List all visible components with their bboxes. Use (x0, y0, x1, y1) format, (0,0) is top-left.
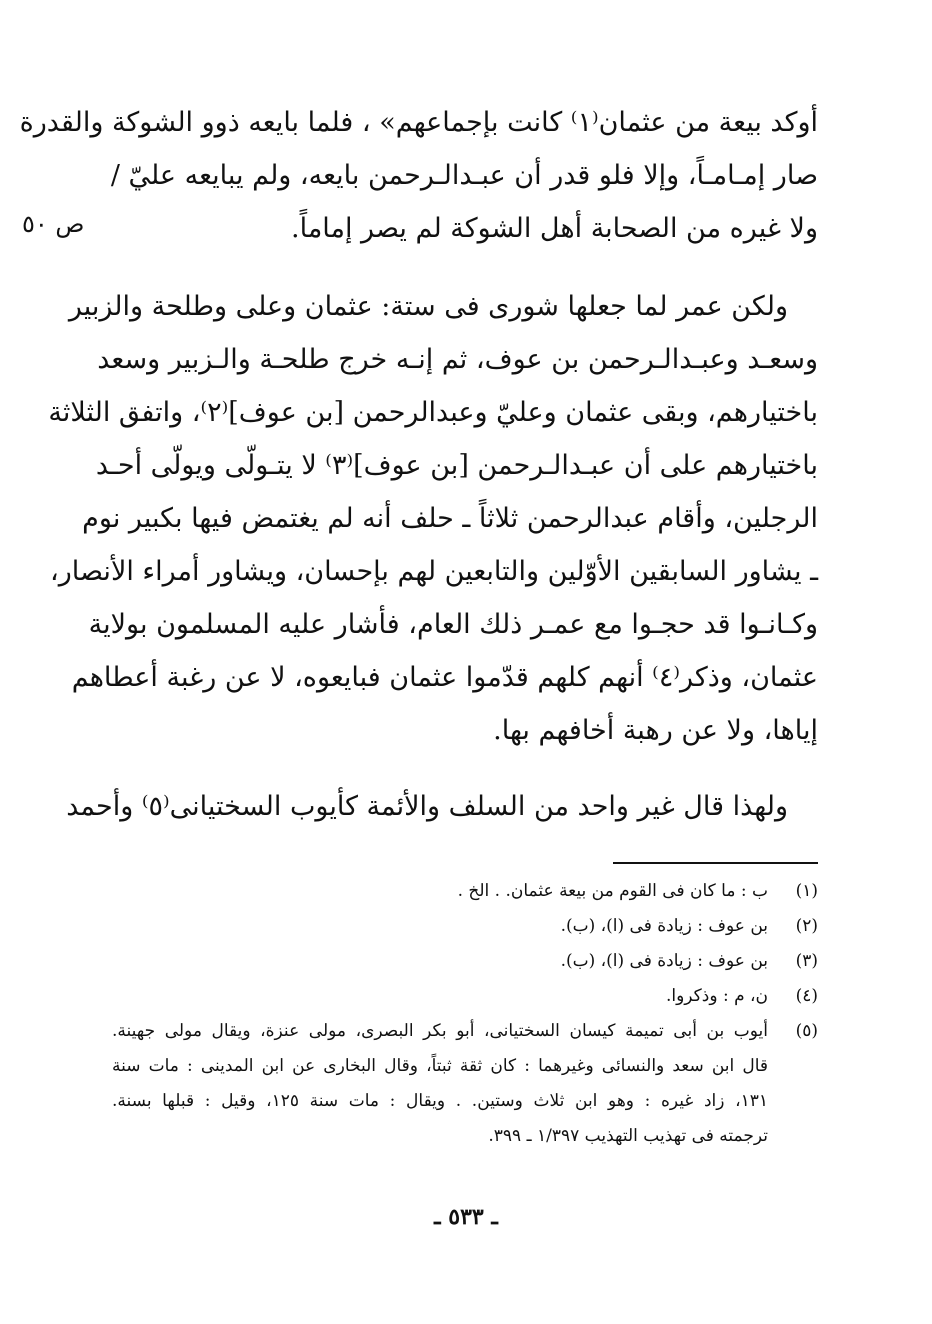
footnotes (112, 874, 818, 1154)
text-line: باختيارهم، وبقى عثمان وعليّ وعبدالرحمن [بن عوف]⁽٢⁾، واتفق الثلاثة (48, 397, 818, 428)
footnote (112, 944, 818, 979)
text-line: عثمان، وذكر⁽٤⁾ أنهم كلهم قدّموا عثمان فبايعوه، لا عن رغبة أعطاهم (71, 662, 818, 693)
footnote-text (112, 874, 768, 909)
footnote-text (112, 1014, 768, 1154)
footnote-line: ١٣١، زاد غيره : وهو ابن ثلاث وستين. . ويقال : مات سنة ١٢٥، وقيل : قبلها بسنة. (112, 1091, 768, 1111)
text-line: وسعـد وعبـدالـرحمن بن عوف، ثم إنـه خرج طلحـة والـزبير وسعد (97, 344, 818, 375)
footnote-text (112, 944, 768, 979)
text-line: باختيارهم على أن عبـدالـرحمن [بن عوف]⁽٣⁾ لا يتـولّى ويولّى أحـد (95, 450, 818, 481)
footnote-line: بن عوف : زيادة فى (ا)، (ب). (560, 916, 768, 936)
footnote (112, 979, 818, 1014)
footnote-separator (613, 862, 818, 864)
text-line: وكـانـوا قد حجـوا مع عمـر ذلك العام، فأشار عليه المسلمون بولاية (88, 609, 818, 640)
page-number: ـ ٥٣٣ ـ (434, 1204, 498, 1230)
footnote-number: (٣) (795, 951, 818, 971)
text-line: ـ يشاور السابقين الأوّلين والتابعين لهم بإحسان، ويشاور أمراء الأنصار، (50, 556, 818, 587)
paragraph-3 (66, 780, 818, 833)
footnote-number: (٥) (795, 1021, 818, 1041)
text-line: ولكن عمر لما جعلها شورى فى ستة: عثمان وعلى وطلحة والزبير (68, 291, 788, 322)
footnote-line: قال ابن سعد والنسائى وغيرهما : كان ثقة ثبتاً، وقال البخارى عن ابن المدينى : مات سنة (112, 1056, 768, 1076)
footnote-number: (٤) (795, 986, 818, 1006)
footnote-number: (٢) (795, 916, 818, 936)
footnote-line: ن، م : وذكروا. (665, 986, 768, 1006)
margin-page-reference: ص ٥٠ (22, 210, 85, 238)
text-line: إياها، ولا عن رهبة أخافهم بها. (493, 715, 818, 746)
footnote-line: ترجمته فى تهذيب التهذيب ١/٣٩٧ ـ ٣٩٩. (488, 1126, 768, 1146)
footnote (112, 909, 818, 944)
text-line: أوكد بيعة من عثمان⁽١⁾ كانت بإجماعهم» ، فلما بايعه ذوو الشوكة والقدرة (19, 107, 818, 138)
text-line: ولهذا قال غير واحد من السلف والأئمة كأيوب السختيانى⁽٥⁾ وأحمد (66, 791, 788, 822)
footnote-text (112, 979, 768, 1014)
footnote-number: (١) (795, 881, 818, 901)
footnote-line: أيوب بن أبى تميمة كيسان السختيانى، أبو بكر البصرى، مولى عنزة، ويقال مولى جهينة. (112, 1021, 768, 1041)
text-line: الرجلين، وأقام عبدالرحمن ثلاثاً ـ حلف أنه لم يغتمض فيها بكبير نوم (82, 503, 818, 534)
footnote-line: بن عوف : زيادة فى (ا)، (ب). (560, 951, 768, 971)
paragraph-2 (48, 280, 818, 757)
footnote (112, 1014, 818, 1154)
footnote (112, 874, 818, 909)
text-line: ولا غيره من الصحابة أهل الشوكة لم يصر إماماً. (291, 213, 818, 244)
footnote-text (112, 909, 768, 944)
text-line: صار إمـامـاً، وإلا فلو قدر أن عبـدالـرحمن بايعه، ولم يبايعه عليّ / (110, 160, 818, 191)
footnote-line: ب : ما كان فى القوم من بيعة عثمان. . الخ . (457, 881, 768, 901)
